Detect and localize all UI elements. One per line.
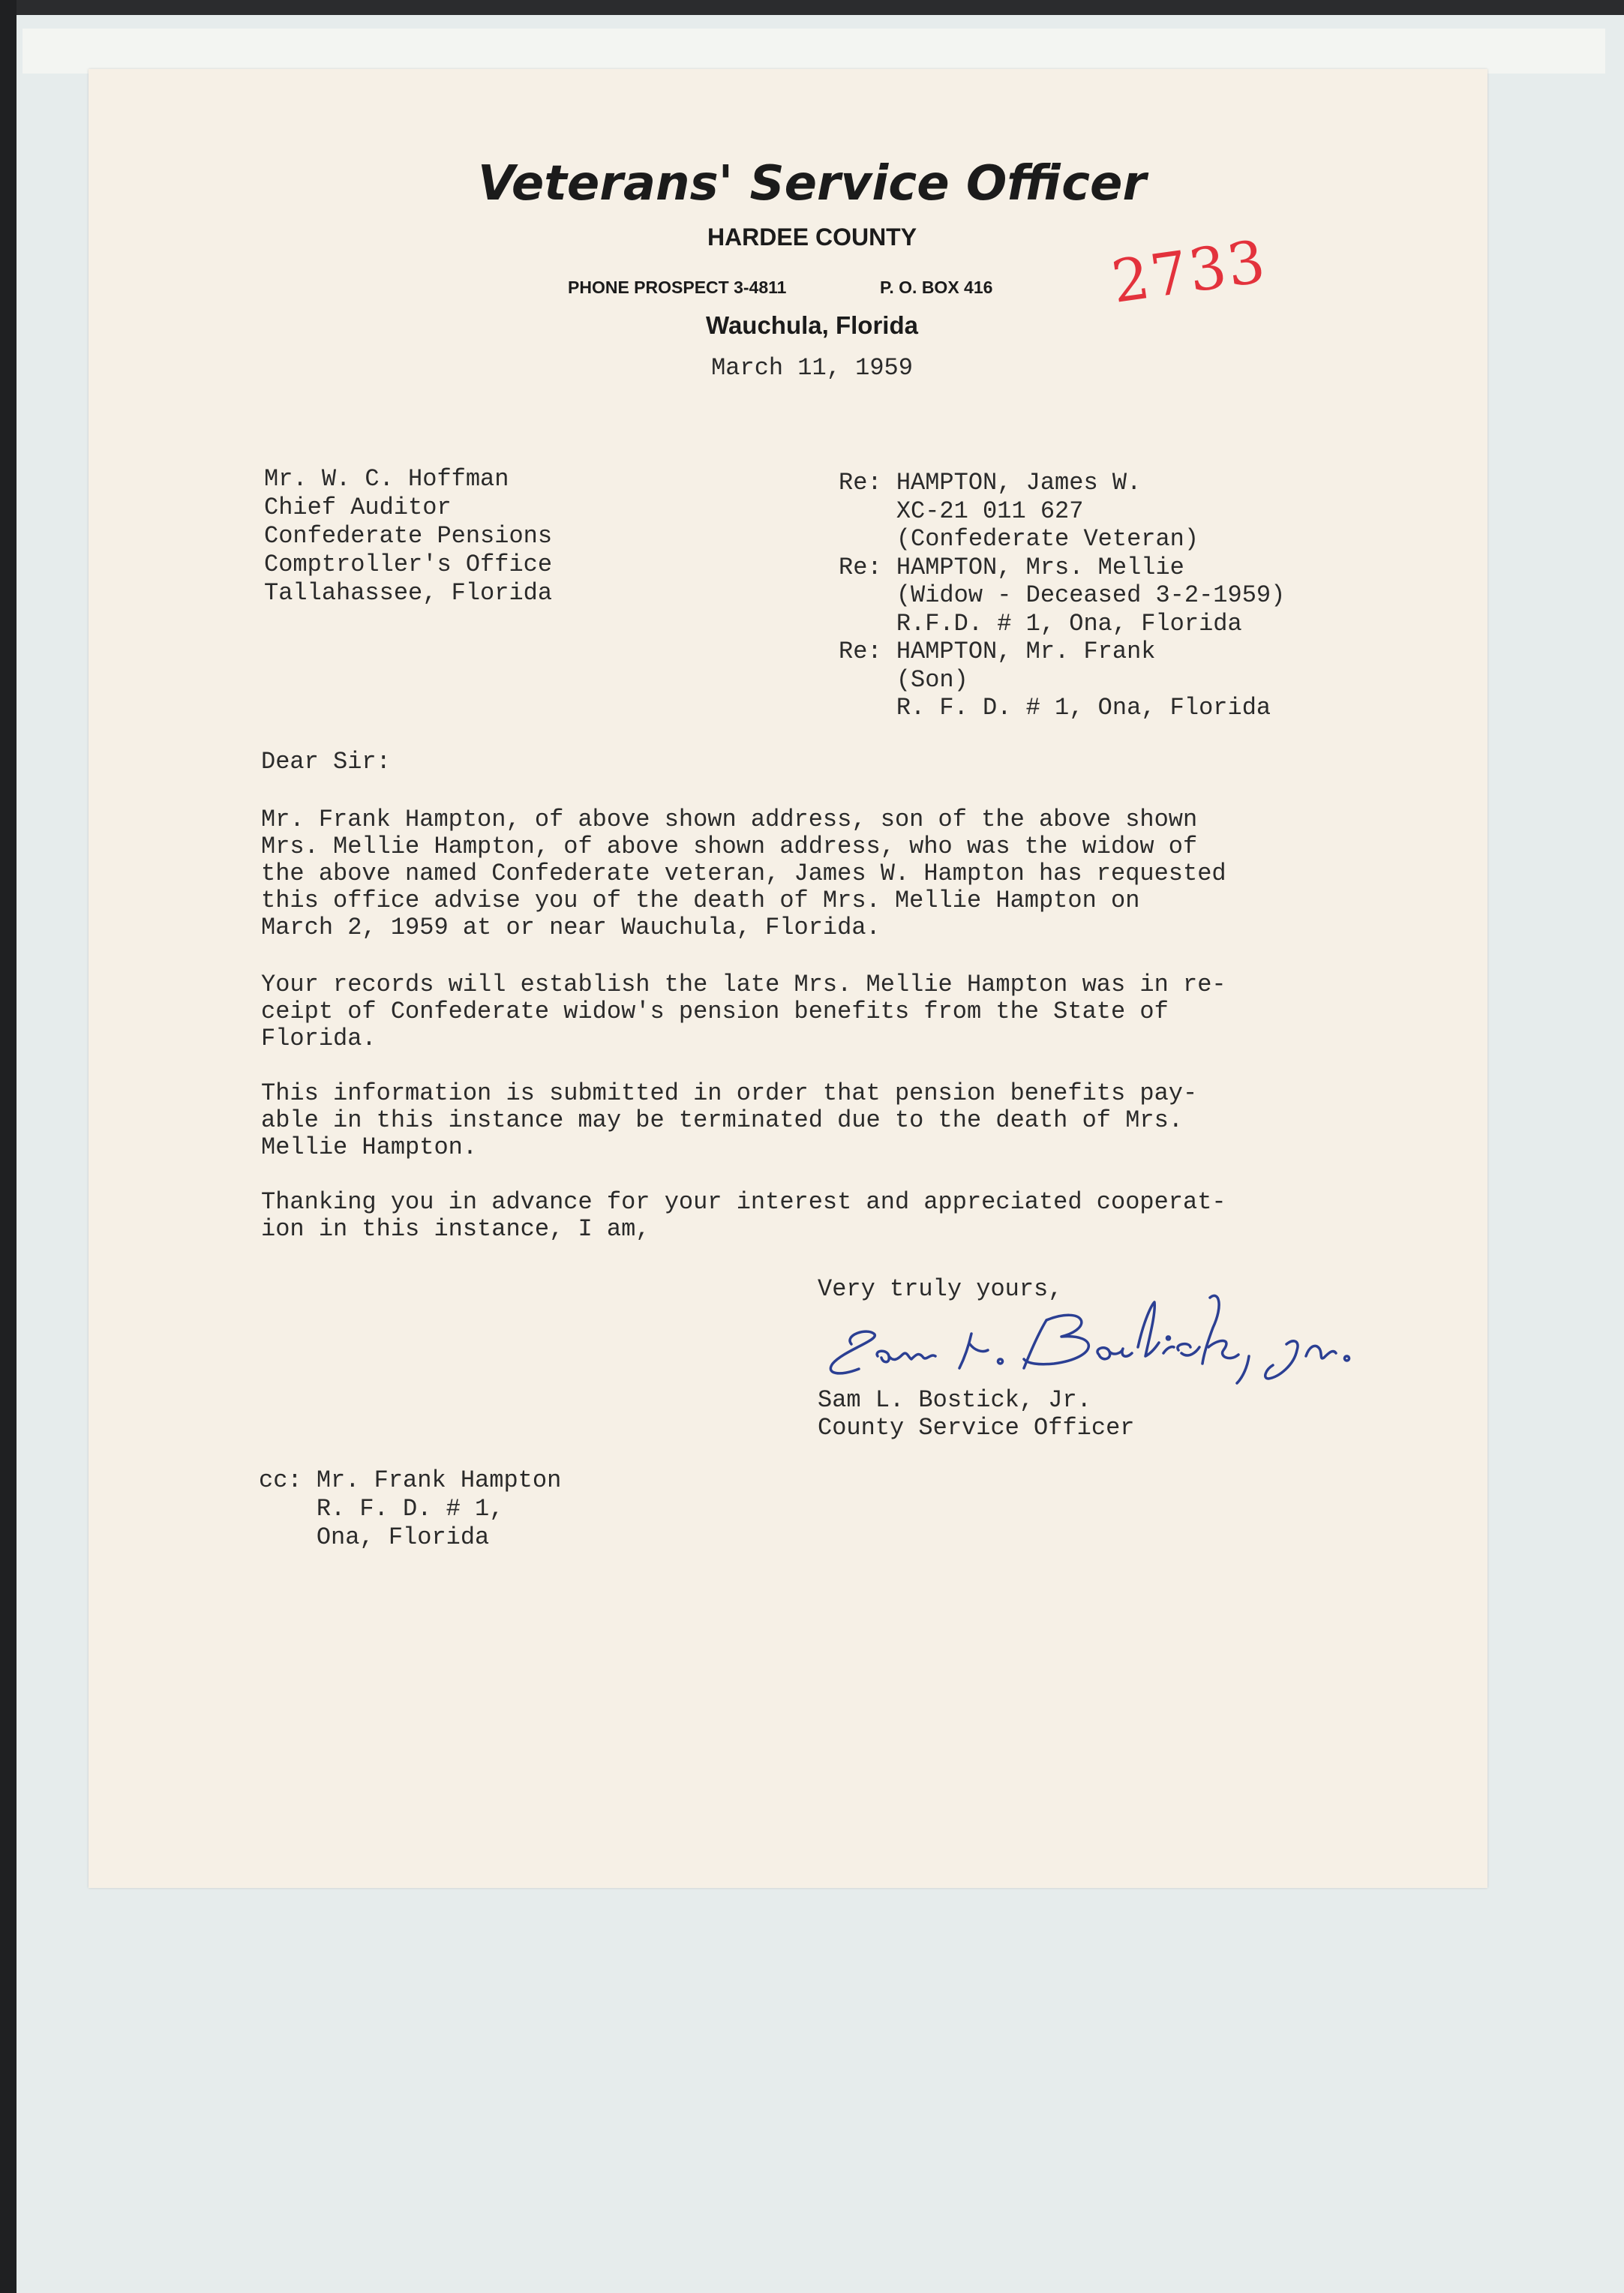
letterhead-city: Wauchula, Florida (706, 311, 918, 339)
signer-title: County Service Officer (818, 1414, 1135, 1442)
paper-strip (23, 29, 1605, 74)
body-paragraph-1: Mr. Frank Hampton, of above shown address, son of the above shown Mrs. Mellie Hampton, of above shown address, who was the widow of the above named Confederate veteran, James W. Hampton has requested this office advise you of the death of Mrs. Mellie Hampton on March 2, 1959 at or near Wauchula, Florida. (261, 806, 1226, 941)
salutation: Dear Sir: (261, 748, 391, 776)
signer-block (818, 1386, 1134, 1442)
letter-date: March 11, 1959 (711, 354, 913, 382)
body-paragraph-4: Thanking you in advance for your interest and appreciated cooperat- ion in this instance, I am, (261, 1188, 1226, 1243)
reference-block: Re: HAMPTON, James W. XC-21 011 627 (Confederate Veteran) Re: HAMPTON, Mrs. Mellie (Widow - Deceased 3-2-1959) R.F.D. # 1, Ona, Florida Re: HAMPTON, Mr. Frank (Son) R. F. D. # 1, Ona, Florida (839, 469, 1286, 722)
letterhead-pobox: P. O. BOX 416 (880, 278, 993, 297)
body-paragraph-3: This information is submitted in order that pension benefits pay- able in this instance may be terminated due to the death of Mrs. Mellie Hampton. (261, 1079, 1198, 1161)
scanner-frame-top (0, 0, 1624, 15)
signer-name: Sam L. Bostick, Jr. (818, 1386, 1091, 1414)
handwritten-file-number: 2733 (1107, 228, 1271, 317)
recipient-address: Mr. W. C. Hoffman Chief Auditor Confederate Pensions Comptroller's Office Tallahassee, Florida (264, 465, 553, 607)
letterhead-phone: PHONE PROSPECT 3-4811 (568, 278, 787, 297)
cc-block: cc: Mr. Frank Hampton R. F. D. # 1, Ona, Florida (259, 1466, 562, 1551)
body-paragraph-2: Your records will establish the late Mrs. Mellie Hampton was in re- ceipt of Confederate widow's pension benefits from the State of Florida. (261, 971, 1226, 1052)
letterhead-county: HARDEE COUNTY (707, 224, 917, 251)
handwritten-signature (799, 1275, 1421, 1388)
closing: Very truly yours, (818, 1275, 1063, 1303)
scanner-frame-left (0, 0, 17, 2293)
letterhead-title: Veterans' Service Officer (477, 156, 1147, 212)
